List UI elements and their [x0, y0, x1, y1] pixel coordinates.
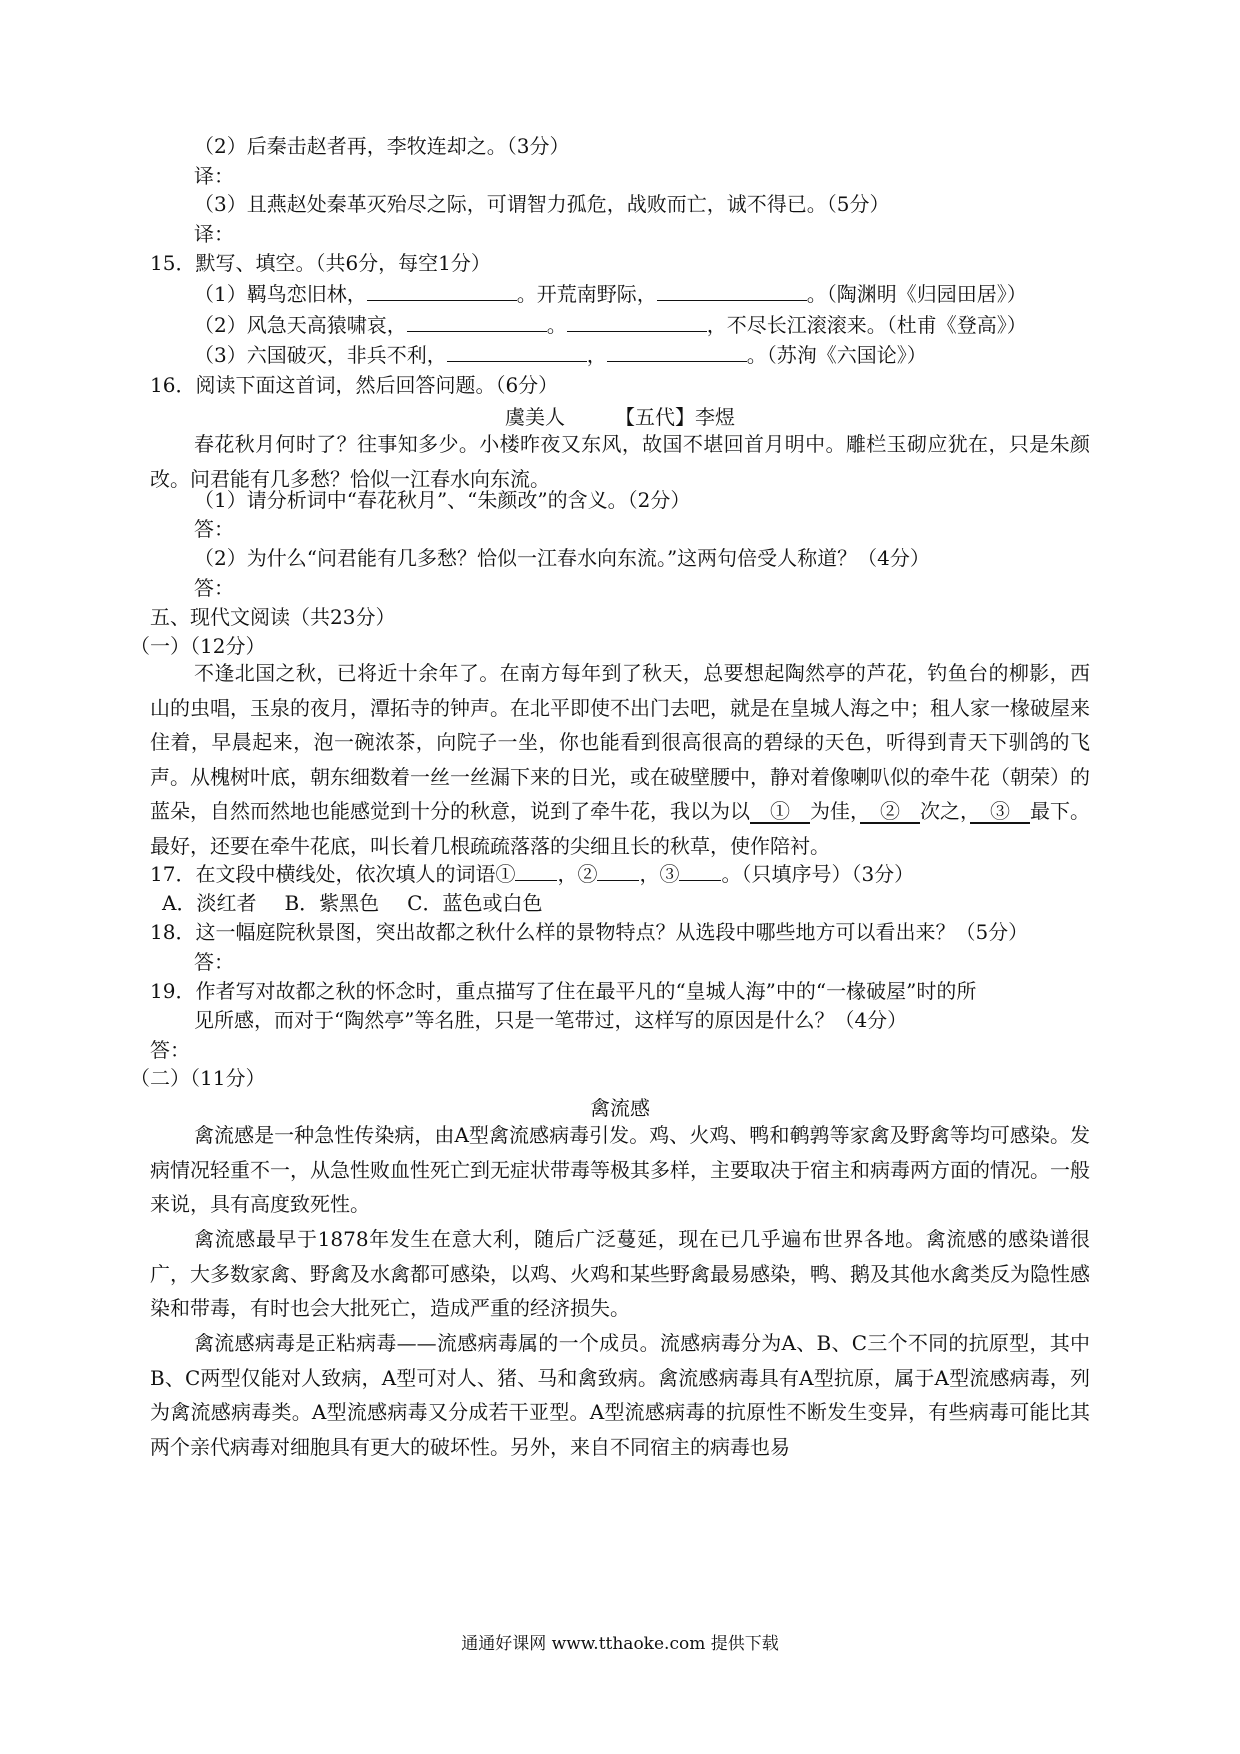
- fill-text: ，: [586, 343, 607, 367]
- answer-label: 译：: [194, 164, 234, 188]
- fill-blank[interactable]: [597, 860, 639, 881]
- fill-blank[interactable]: [447, 341, 587, 362]
- fill-text: 。（陶渊明《归园田居》）: [806, 282, 1027, 306]
- q17-text: ，③: [639, 862, 680, 886]
- question-15-3: [194, 341, 927, 369]
- fill-blank[interactable]: [679, 860, 721, 881]
- fill-blank[interactable]: [657, 280, 807, 301]
- article-paragraph-1: 禽流感是一种急性传染病，由A型禽流感病毒引发。鸡、火鸡、鸭和鹌鹑等家禽及野禽等均可感染。发病情况轻重不一，从急性败血性死亡到无症状带毒等极其多样，主要取决于宿主和病毒两方面的情况。一般来说，具有高度致死性。: [150, 1123, 1090, 1216]
- q17-text: 17．在文段中横线处，依次填人的词语①: [150, 862, 516, 886]
- question-19-line-2: 见所感，而对于“陶然亭”等名胜，只是一笔带过，这样写的原因是什么？（4分）: [194, 1008, 908, 1032]
- question-17: [150, 860, 914, 888]
- q17-text: ，②: [557, 862, 598, 886]
- poem-title: 虞美人 【五代】李煜: [505, 405, 735, 429]
- option-c: C．蓝色或白色: [407, 891, 543, 915]
- fill-blank[interactable]: [515, 860, 557, 881]
- question-15: 15．默写、填空。（共6分，每空1分）: [150, 251, 491, 275]
- passage-text: 为佳，: [810, 799, 860, 823]
- fill-text: （2）风急天高猿啸哀，: [194, 313, 407, 337]
- fill-blank[interactable]: [407, 311, 547, 332]
- article-title: 禽流感: [590, 1096, 650, 1120]
- question-19-line-1: 19．作者写对故都之秋的怀念时，重点描写了住在最平凡的“皇城人海”中的“一椽破屋”时的所: [150, 979, 977, 1003]
- question-16-1: （1）请分析词中“春花秋月”、“朱颜改”的含义。（2分）: [194, 488, 691, 512]
- option-a: A．淡红者: [162, 891, 257, 915]
- fill-text: （3）六国破灭，非兵不利，: [194, 343, 447, 367]
- subsection-1-heading: （一）（12分）: [130, 634, 266, 658]
- section-5-heading: 五、现代文阅读（共23分）: [150, 605, 396, 629]
- passage-autumn: [150, 656, 1090, 863]
- passage-text: 不逢北国之秋，已将近十余年了。在南方每年到了秋天，总要想起陶然亭的芦花，钓鱼台的柳影，西山的虫唱，玉泉的夜月，潭拓寺的钟声。在北平即使不出门去吧，就是在皇城人海之中；租人家一椽破屋来住着，早晨起来，泡一碗浓茶，向院子一坐，你也能看到很高很高的碧绿的天色，听得到青天下驯鸽的飞声。从槐树叶底，朝东细数着一丝一丝漏下来的日光，或在破壁腰中，静对着像喇叭似的牵牛花（朝荣）的蓝朵，自然而然地也能感觉到十分的秋意，说到了牵牛花，我以为以: [150, 661, 1090, 823]
- question-17-options: [162, 889, 542, 917]
- subsection-2-heading: （二）（11分）: [130, 1066, 266, 1090]
- answer-label: 译：: [194, 222, 234, 246]
- fill-text: 。（苏洵《六国论》）: [746, 343, 927, 367]
- passage-text: 次之，: [920, 799, 970, 823]
- question-14-2: （2）后秦击赵者再，李牧连却之。（3分）: [194, 134, 570, 158]
- question-15-2: [194, 311, 1027, 339]
- question-16: 16．阅读下面这首词，然后回答问题。（6分）: [150, 373, 559, 397]
- article-paragraph-2: 禽流感最早于1878年发生在意大利，随后广泛蔓延，现在已几乎遍布世界各地。禽流感的感染谱很广，大多数家禽、野禽及水禽都可感染，以鸡、火鸡和某些野禽最易感染，鸭、鹅及其他水禽类反为隐性感染和带毒，有时也会大批死亡，造成严重的经济损失。: [150, 1227, 1090, 1320]
- fill-text: （1）羁鸟恋旧林，: [194, 282, 367, 306]
- fill-blank[interactable]: [607, 341, 747, 362]
- page-footer: 通通好课网 www.tthaoke.com 提供下载: [461, 1634, 779, 1654]
- question-18: 18．这一幅庭院秋景图，突出故都之秋什么样的景物特点？从选段中哪些地方可以看出来？（5分）: [150, 920, 1029, 944]
- passage-blank-2[interactable]: ②: [860, 799, 920, 823]
- fill-text: 。开荒南野际，: [516, 282, 657, 306]
- fill-text: ，不尽长江滚滚来。（杜甫《登高》）: [706, 313, 1027, 337]
- passage-text: 最下。最好，还要在牵牛花底，叫长着几根疏疏落落的尖细且长的秋草，使作陪衬。: [150, 799, 1090, 858]
- answer-label: 答：: [150, 1038, 190, 1062]
- q17-text: 。（只填序号）（3分）: [721, 862, 915, 886]
- option-b: B．紫黑色: [284, 891, 380, 915]
- fill-blank[interactable]: [367, 280, 517, 301]
- question-14-3: （3）且燕赵处秦革灭殆尽之际，可谓智力孤危，战败而亡，诚不得已。（5分）: [194, 192, 890, 216]
- fill-blank[interactable]: [567, 311, 707, 332]
- answer-label: 答：: [194, 576, 234, 600]
- passage-blank-3[interactable]: ③: [970, 799, 1030, 823]
- passage-blank-1[interactable]: ①: [750, 799, 810, 823]
- article-paragraph-3: 禽流感病毒是正粘病毒——流感病毒属的一个成员。流感病毒分为A、B、C三个不同的抗原型，其中B、C两型仅能对人致病，A型可对人、猪、马和禽致病。禽流感病毒具有A型抗原，属于A型流感病毒，列为禽流感病毒类。A型流感病毒又分成若干亚型。A型流感病毒的抗原性不断发生变异，有些病毒可能比其两个亲代病毒对细胞具有更大的破坏性。另外，来自不同宿主的病毒也易: [150, 1331, 1090, 1459]
- question-16-2: （2）为什么“问君能有几多愁？恰似一江春水向东流。”这两句倍受人称道？（4分）: [194, 546, 930, 570]
- answer-label: 答：: [194, 950, 234, 974]
- poem-text: 春花秋月何时了？往事知多少。小楼昨夜又东风，故国不堪回首月明中。雕栏玉砌应犹在，只是朱颜改。问君能有几多愁？恰似一江春水向东流。: [150, 432, 1090, 491]
- fill-text: 。: [546, 313, 567, 337]
- answer-label: 答：: [194, 517, 234, 541]
- question-15-1: [194, 280, 1027, 308]
